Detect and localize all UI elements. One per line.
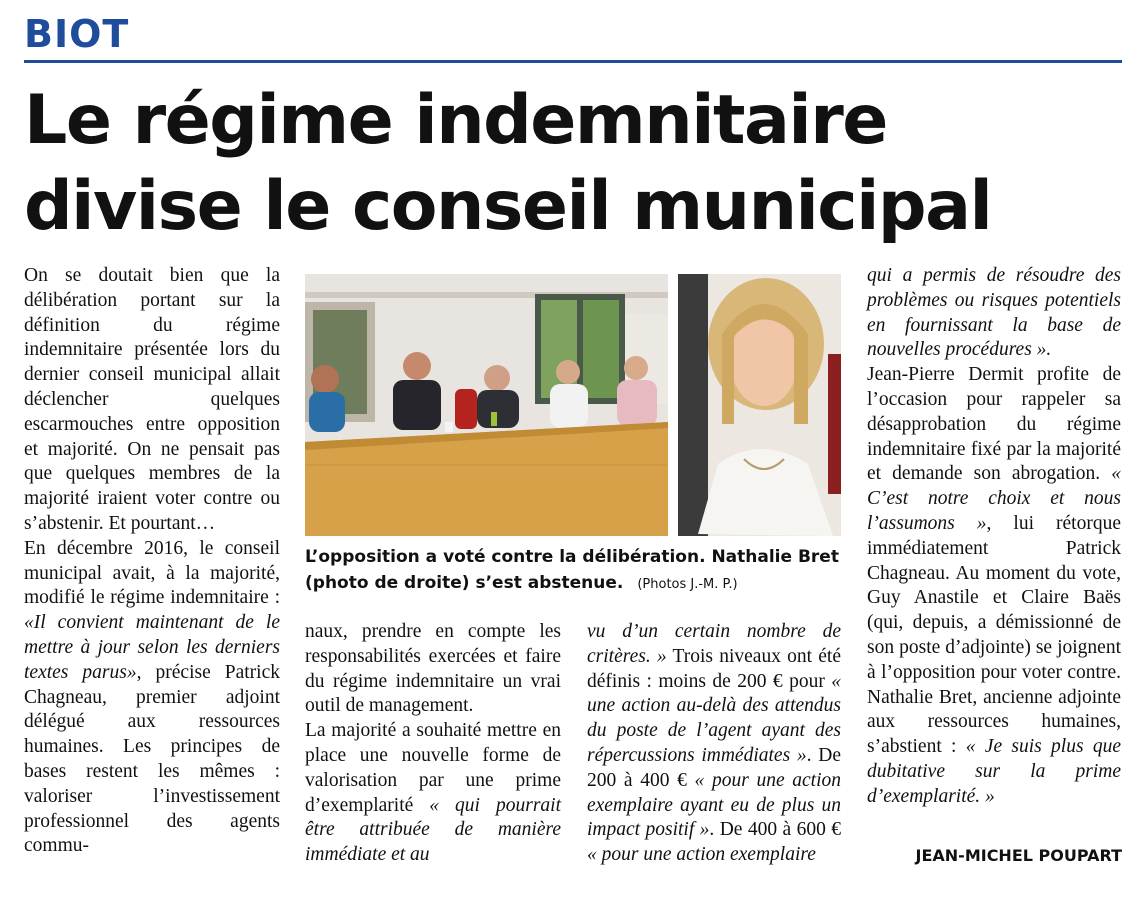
paragraph: naux, prendre en compte les responsabilités exercées et faire du régime indemnitaire un vrai outil de management. bbox=[305, 621, 561, 717]
paragraph: qui a permis de résoudre des problèmes ou risques potentiels en fournissant la base de nouvelles procédures ». bbox=[867, 265, 1121, 361]
headline bbox=[24, 78, 991, 250]
paragraph: En décembre 2016, le conseil municipal avait, à la majorité, modifié le régime indemnitaire : «Il convient maintenant de le mettre à jour selon les derniers textes parus», précise Patrick Chagneau, premier adjoint délégué aux ressources humaines. Les principes de bases restent les mêmes : valoriser l’investissement professionnel des agents commu- bbox=[24, 537, 280, 857]
section-rule bbox=[24, 60, 1122, 63]
article-column-4 bbox=[867, 264, 1121, 810]
section-label: BIOT bbox=[24, 12, 130, 56]
article-column-2 bbox=[305, 620, 561, 868]
council-meeting-photo bbox=[305, 274, 668, 536]
paragraph: La majorité a souhaité mettre en place une nouvelle forme de valorisation par une prime d’exemplarité « qui pourrait être attribuée de manière immédiate et au bbox=[305, 720, 561, 866]
article-column-1 bbox=[24, 264, 280, 859]
headline-line-1: Le régime indemnitaire bbox=[24, 81, 887, 160]
paragraph: On se doutait bien que la délibération portant sur la définition du régime indemnitaire présentée lors du dernier conseil municipal allait déclencher quelques escarmouches entre opposition et majorité. On ne pensait pas que quelques membres de la majorité iraient voter contre ou s’abstenir. Et pourtant… bbox=[24, 265, 280, 534]
paragraph: vu d’un certain nombre de critères. » Trois niveaux ont été définis : moins de 200 € pour « une action au-delà des attendus du poste de l’agent ayant des répercussions immédiates ». De 200 à 400 € « pour une action exemplaire ayant eu de plus un impact positif ». De 400 à 600 € « pour une action exemplaire bbox=[587, 621, 842, 866]
nathalie-bret-photo bbox=[678, 274, 841, 536]
headline-line-2: divise le conseil municipal bbox=[24, 167, 992, 246]
photo-credit: (Photos J.-M. P.) bbox=[637, 577, 738, 592]
article-column-3 bbox=[587, 620, 841, 868]
photo-caption: L’opposition a voté contre la délibération. Nathalie Bret (photo de droite) s’est abstenue. (Photos J.-M. P.) bbox=[305, 547, 839, 593]
byline: JEAN-MICHEL POUPART bbox=[915, 846, 1122, 865]
paragraph: Jean-Pierre Dermit profite de l’occasion pour rappeler sa désapprobation du régime indemnitaire fixé par la majorité et demande son abrogation. « C’est notre choix et nous l’assumons », lui rétorque immédiatement Patrick Chagneau. Au moment du vote, Guy Anastile et Claire Baës (qui, depuis, a démissionné de son poste d’adjointe) se joignent à l’opposition pour voter contre. Nathalie Bret, ancienne adjointe aux ressources humaines, s’abstient : « Je suis plus que dubitative sur la prime d’exemplarité. » bbox=[867, 364, 1121, 807]
